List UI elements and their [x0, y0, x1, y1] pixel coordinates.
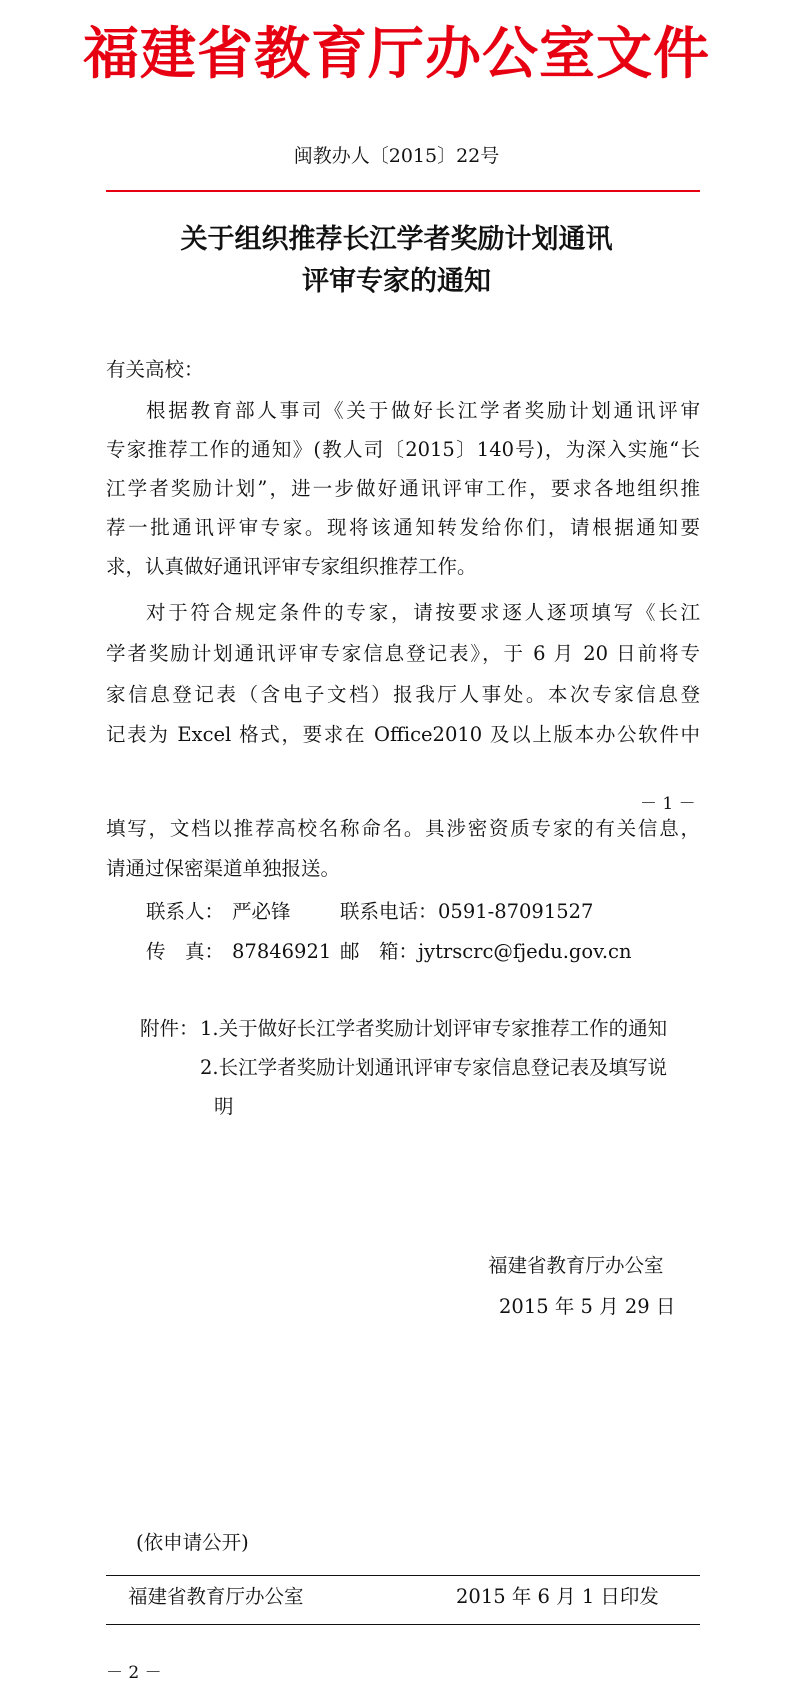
disclosure-note: (依申请公开): [136, 1531, 249, 1554]
paragraph-1-line: 求，认真做好通讯评审专家组织推荐工作。: [106, 555, 477, 578]
paragraph-2-continued-line: 填写，文档以推荐高校名称命名。具涉密资质专家的有关信息，: [106, 817, 700, 840]
signature-date: 2015 年 5 月 29 日: [499, 1295, 676, 1318]
contact-fax-label: 传 真：: [146, 940, 225, 963]
notice-title-line-2: 评审专家的通知: [302, 266, 491, 297]
contact-email: jytrscrc@fjedu.gov.cn: [418, 940, 632, 963]
paragraph-1-line: 专家推荐工作的通知》(教人司〔2015〕140号)，为深入实施“长: [106, 438, 700, 461]
page-1-number: － 1 －: [640, 794, 696, 814]
contact-fax: 87846921: [232, 940, 332, 963]
document-number: 闽教办人〔2015〕22号: [293, 145, 500, 167]
contact-person-name: 严必锋: [232, 900, 291, 923]
contact-email-label: 邮 箱：: [340, 940, 419, 963]
page-2-number: － 2 －: [106, 1663, 162, 1683]
footer-top-rule: [106, 1575, 700, 1576]
paragraph-2-line: 家信息登记表（含电子文档）报我厅人事处。本次专家信息登: [106, 683, 700, 706]
paragraph-1-line: 根据教育部人事司《关于做好长江学者奖励计划通讯评审: [146, 399, 700, 422]
footer-bottom-rule: [106, 1624, 700, 1625]
attachment-item-2-continued: 明: [214, 1095, 234, 1118]
footer-print-date: 2015 年 6 月 1 日印发: [456, 1585, 659, 1608]
footer-organization: 福建省教育厅办公室: [128, 1585, 304, 1608]
notice-title-line-1: 关于组织推荐长江学者奖励计划通讯: [180, 224, 613, 255]
contact-phone-label: 联系电话：: [340, 900, 438, 923]
salutation: 有关高校：: [106, 358, 204, 381]
paragraph-2-line: 对于符合规定条件的专家，请按要求逐人逐项填写《长江: [146, 601, 700, 624]
paragraph-2-continued-line: 请通过保密渠道单独报送。: [106, 857, 341, 880]
contact-phone: 0591-87091527: [438, 900, 594, 923]
contact-person-label: 联系人：: [146, 900, 225, 923]
paragraph-2-line: 记表为 Excel 格式，要求在 Office2010 及以上版本办公软件中: [106, 723, 700, 746]
attachment-item-2: 2.长江学者奖励计划通讯评审专家信息登记表及填写说: [200, 1056, 668, 1079]
header-red-divider: [106, 190, 700, 192]
paragraph-1-line: 荐一批通讯评审专家。现将该通知转发给你们，请根据通知要: [106, 516, 700, 539]
attachment-item-1: 1.关于做好长江学者奖励计划评审专家推荐工作的通知: [200, 1017, 668, 1040]
paragraph-1-line: 江学者奖励计划”，进一步做好通讯评审工作，要求各地组织推: [106, 477, 700, 500]
attachments-label: 附件：: [140, 1017, 199, 1040]
document-header-title: 福建省教育厅办公室文件: [83, 21, 710, 87]
paragraph-2-line: 学者奖励计划通讯评审专家信息登记表》，于 6 月 20 日前将专: [106, 642, 700, 665]
signature-organization: 福建省教育厅办公室: [488, 1254, 664, 1277]
